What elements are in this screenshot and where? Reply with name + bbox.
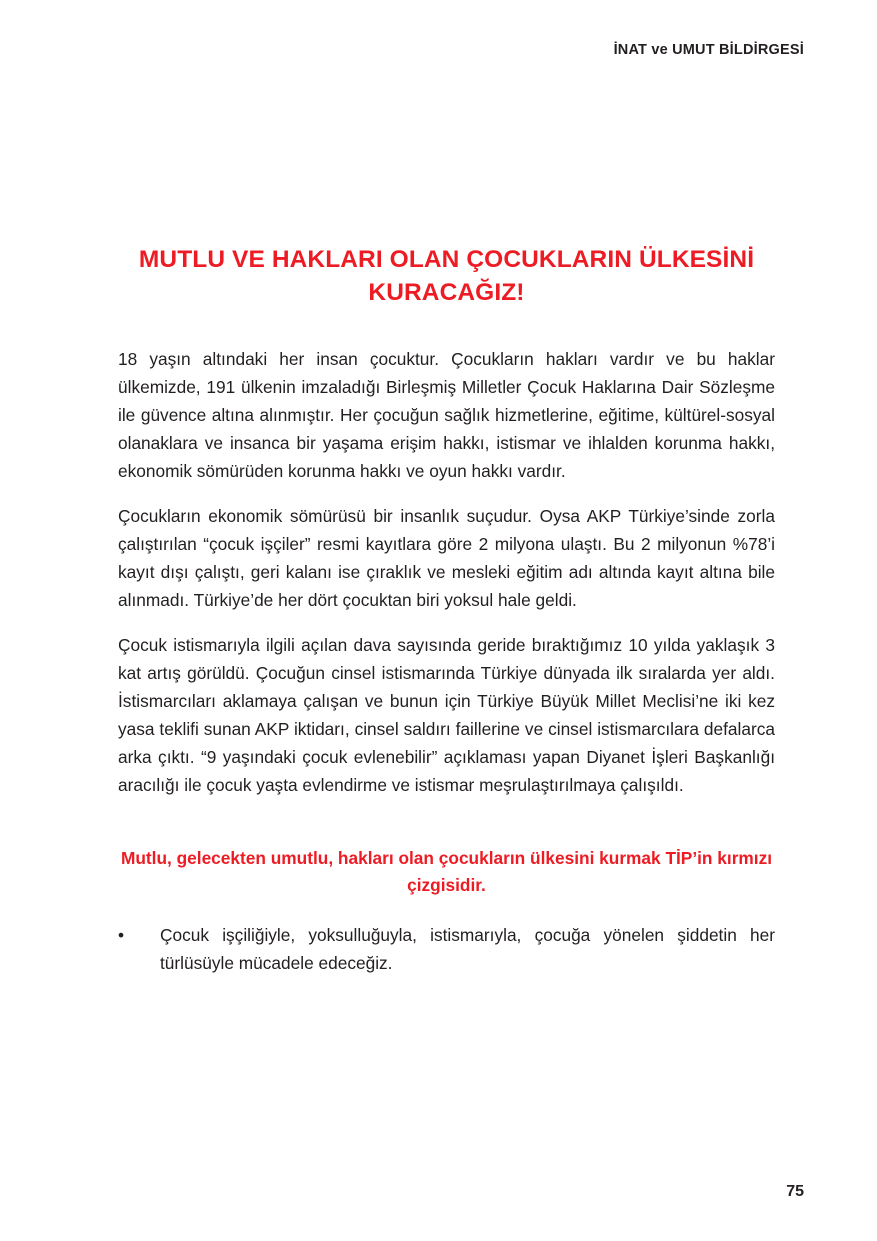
list-item bbox=[118, 921, 775, 977]
body-text bbox=[118, 345, 775, 799]
paragraph: Çocuk istismarıyla ilgili açılan dava sayısında geride bıraktığımız 10 yılda yaklaşık 3 kat artış görüldü. Çocuğun cinsel istismarında Türkiye dünyada ilk sıralarda yer aldı. İstismarcıları aklamaya çalışan ve bunun için Türkiye Büyük Millet Meclisi’ne iki kez yasa teklifi sunan AKP iktidarı, cinsel saldırı faillerine ve cinsel istismarcılara defalarca arka çıktı. “9 yaşındaki çocuk evlenebilir” açıklaması yapan Diyanet İşleri Başkanlığı aracılığı ile çocuk yaşta evlendirme ve istismar meşrulaştırılmaya çalışıldı. bbox=[118, 635, 775, 796]
page-content bbox=[118, 244, 775, 977]
running-header: İNAT ve UMUT BİLDİRGESİ bbox=[613, 42, 804, 58]
page-number: 75 bbox=[786, 1183, 804, 1200]
page-title: MUTLU VE HAKLARI OLAN ÇOCUKLARIN ÜLKESİNİ KURACAĞIZ! bbox=[138, 246, 755, 306]
highlight-statement: Mutlu, gelecekten umutlu, hakları olan çocukların ülkesini kurmak TİP’in kırmızı çizgisidir. bbox=[120, 848, 773, 896]
list-item-label: Çocuk işçiliğiyle, yoksulluğuyla, istismarıyla, çocuğa yönelen şiddetin her türlüsüyle mücadele edeceğiz. bbox=[160, 924, 775, 973]
paragraph: 18 yaşın altındaki her insan çocuktur. Çocukların hakları vardır ve bu haklar ülkemizde, 191 ülkenin imzaladığı Birleşmiş Milletler Çocuk Haklarına Dair Sözleşme ile güvence altına alınmıştır. Her çocuğun sağlık hizmetlerine, eğitime, kültürel-sosyal olanaklara ve insanca bir yaşama erişim hakkı, istismar ve ihlalden korunma hakkı, ekonomik sömürüden korunma hakkı ve oyun hakkı vardır. bbox=[118, 349, 775, 482]
paragraph: Çocukların ekonomik sömürüsü bir insanlık suçudur. Oysa AKP Türkiye’sinde zorla çalıştırılan “çocuk işçiler” resmi kayıtlara göre 2 milyona ulaştı. Bu 2 milyonun %78’i kayıt dışı çalıştı, geri kalanı ise çıraklık ve mesleki eğitim adı altında kayıt altına bile alınmadı. Türkiye’de her dört çocuktan biri yoksul hale geldi. bbox=[118, 506, 775, 611]
bullet-marker-icon: • bbox=[118, 924, 125, 945]
bullet-list bbox=[118, 921, 775, 977]
